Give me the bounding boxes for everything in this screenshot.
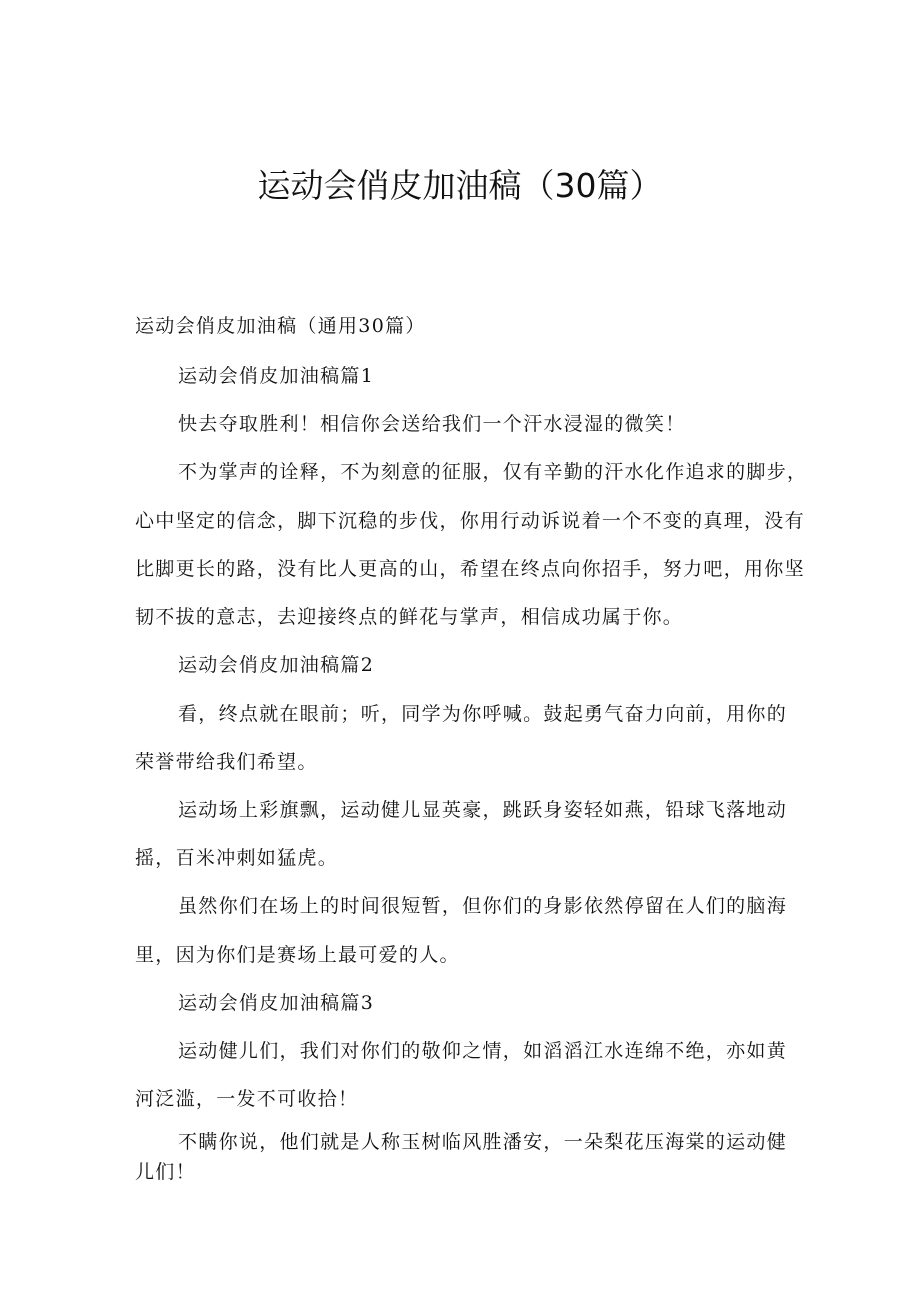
paragraph-line: 韧不拔的意志，去迎接终点的鲜花与掌声，相信成功属于你。	[135, 606, 684, 628]
paragraph-line: 荣誉带给我们希望。	[135, 751, 318, 773]
paragraph-line: 摇，百米冲刺如猛虎。	[135, 847, 339, 869]
section-heading-2: 运动会俏皮加油稿篇2	[178, 654, 375, 676]
paragraph-line: 里，因为你们是赛场上最可爱的人。	[135, 944, 460, 966]
paragraph-line: 不为掌声的诠释，不为刻意的征服，仅有辛勤的汗水化作追求的脚步，	[178, 461, 808, 483]
section-heading-1: 运动会俏皮加油稿篇1	[178, 365, 375, 387]
paragraph-line: 比脚更长的路，没有比人更高的山，希望在终点向你招手，努力吧，用你坚	[135, 558, 805, 580]
section-heading-3: 运动会俏皮加油稿篇3	[178, 992, 375, 1014]
document-title: 运动会俏皮加油稿（30篇）	[257, 166, 663, 205]
paragraph-line: 运动场上彩旗飘，运动健儿显英豪，跳跃身姿轻如燕，铅球飞落地动	[178, 799, 788, 821]
paragraph-line: 快去夺取胜利！相信你会送给我们一个汗水浸湿的微笑！	[178, 413, 686, 435]
paragraph-line: 心中坚定的信念，脚下沉稳的步伐，你用行动诉说着一个不变的真理，没有	[135, 510, 805, 532]
paragraph-line: 河泛滥，一发不可收拾！	[135, 1088, 359, 1110]
paragraph-line: 虽然你们在场上的时间很短暂，但你们的身影依然停留在人们的脑海	[178, 895, 788, 917]
paragraph-line: 不瞒你说，他们就是人称玉树临风胜潘安，一朵梨花压海棠的运动健	[178, 1131, 788, 1153]
paragraph-line: 看，终点就在眼前；听，同学为你呼喊。鼓起勇气奋力向前，用你的	[178, 703, 788, 725]
document-subtitle: 运动会俏皮加油稿（通用30篇）	[135, 315, 426, 337]
paragraph-line: 儿们！	[135, 1161, 196, 1183]
paragraph-line: 运动健儿们，我们对你们的敬仰之情，如滔滔江水连绵不绝，亦如黄	[178, 1040, 788, 1062]
